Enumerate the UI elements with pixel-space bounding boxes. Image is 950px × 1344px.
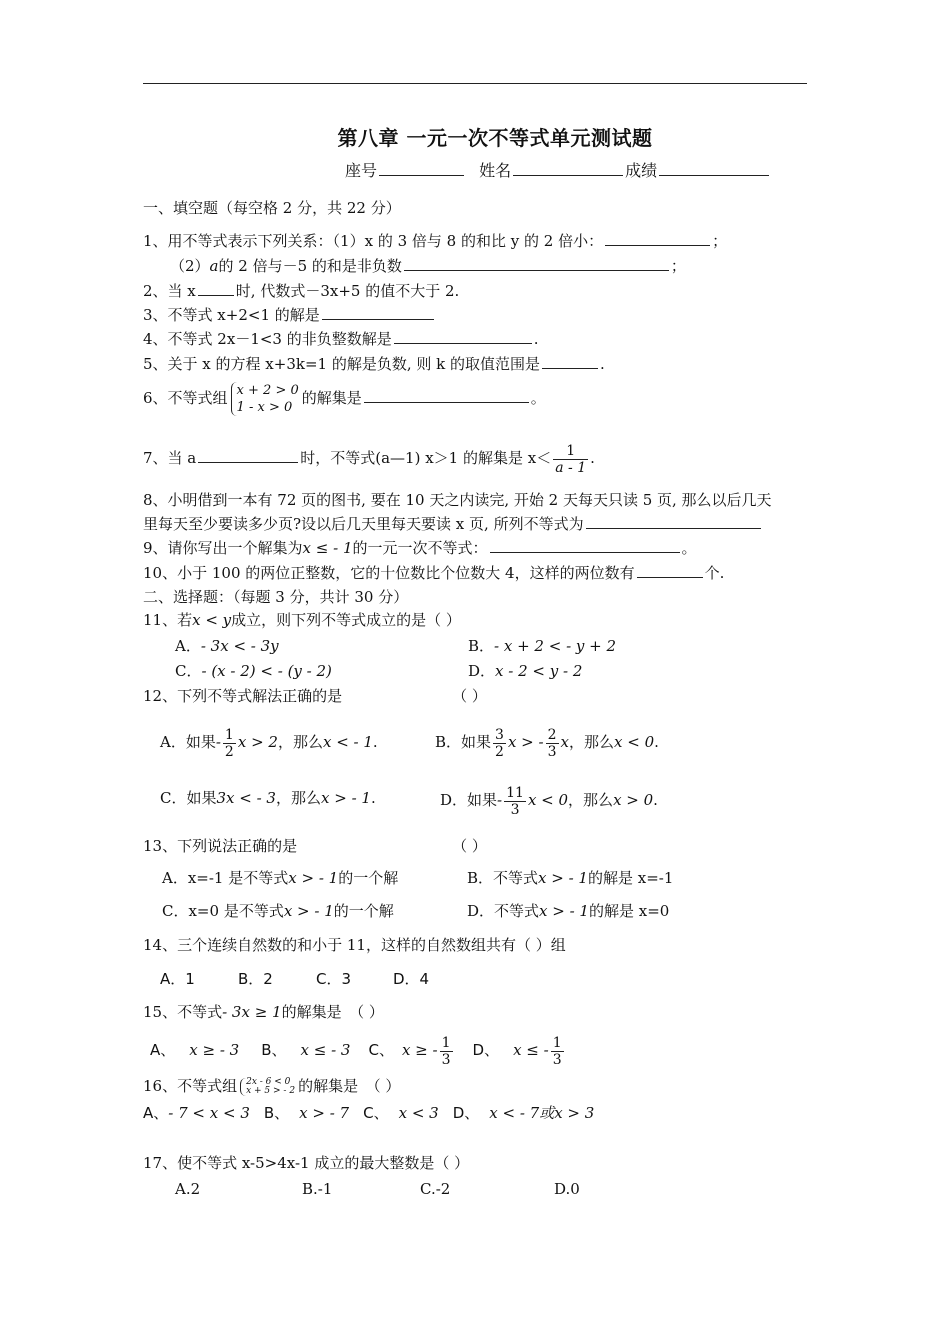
q10-end: 个. <box>704 564 725 582</box>
opt-letter: B． <box>468 637 495 655</box>
q7-pre: 7、当 a <box>143 449 197 467</box>
opt-expr: x > - 1 <box>288 869 339 887</box>
q8b-text: 里每天至少要读多少页?设以后几天里每天要读 x 页, 所列不等式为 <box>143 515 584 533</box>
opt-fraction <box>493 727 506 760</box>
opt-expr: x > - 1 <box>283 902 334 920</box>
q11-option-a[interactable] <box>175 636 279 656</box>
question-9 <box>143 538 697 558</box>
opt-expr: - 7 < x < 3 <box>168 1104 250 1122</box>
q4-text: 4、不等式 2x－1<3 的非负整数解是 <box>143 330 392 348</box>
opt-expr: x > - 1 <box>539 902 589 920</box>
period: . <box>653 791 658 809</box>
q12-option-d[interactable] <box>440 780 658 820</box>
opt-expr: - (x - 2) < - (y - 2) <box>201 662 332 680</box>
opt-expr: x > - <box>507 733 544 751</box>
q16-pre: 16、不等式组 <box>143 1077 238 1095</box>
q15-pre: 15、不等式 <box>143 1003 223 1021</box>
q13-option-b[interactable] <box>467 868 673 888</box>
q16-option-b[interactable]: B、 <box>263 1104 290 1122</box>
question-11 <box>143 610 461 630</box>
q13-paren: （ ） <box>452 837 487 855</box>
question-4 <box>143 329 539 349</box>
question-15 <box>143 1002 384 1022</box>
q9-end: 。 <box>681 539 697 557</box>
page-title: 第八章 一元一次不等式单元测试题 <box>337 126 653 150</box>
question-12 <box>143 686 487 706</box>
question-1b <box>170 256 686 276</box>
denominator: 3 <box>552 1051 562 1068</box>
q16-eq1: 2x - 6 < 0 <box>246 1077 291 1087</box>
opt-text: ，那么 <box>568 791 614 809</box>
opt-expr: x < 0 <box>614 733 655 751</box>
q6-eq2: 1 - x > 0 <box>236 400 293 415</box>
question-10 <box>143 563 724 583</box>
q7-fraction <box>553 443 588 476</box>
q14-option-d[interactable]: D．4 <box>393 970 430 988</box>
q9-expr: x ≤ - 1 <box>302 539 353 557</box>
opt-fraction <box>504 785 526 818</box>
question-14: 14、三个连续自然数的和小于 11，这样的自然数组共有（ ）组 <box>143 936 566 954</box>
q16-options <box>143 1103 594 1123</box>
q13-option-c[interactable] <box>162 901 394 921</box>
opt-fraction <box>440 1035 453 1068</box>
opt-expr: x < 3 <box>398 1104 439 1122</box>
opt-expr: x > 2 <box>237 733 278 751</box>
period: . <box>654 733 659 751</box>
opt-text: ，那么 <box>277 733 323 751</box>
question-1a <box>143 231 727 251</box>
q6-blank[interactable] <box>364 388 529 403</box>
q11-option-c[interactable] <box>175 661 332 681</box>
question-8a: 8、小明借到一本有 72 页的图书, 要在 10 天之内读完, 开始 2 天每天只读 5 页, 那么以后几天 <box>143 491 772 509</box>
opt-expr: x ≤ - <box>513 1041 549 1059</box>
opt-fraction <box>546 727 559 760</box>
q11-expr: x < y <box>192 611 232 629</box>
question-13 <box>143 836 487 856</box>
q17-option-a[interactable]: A.2 <box>175 1180 201 1198</box>
opt-expr: x ≥ - 3 <box>189 1041 240 1059</box>
semicolon: ； <box>670 257 686 275</box>
q15-option-d[interactable]: D、 <box>472 1041 500 1059</box>
opt-text: C．x=0 是不等式 <box>162 902 284 920</box>
opt-text: 的一个解 <box>338 869 399 887</box>
question-17: 17、使不等式 x-5>4x-1 成立的最大整数是（ ） <box>143 1154 470 1172</box>
q9-blank[interactable] <box>490 538 680 553</box>
q16-option-a[interactable]: A、 <box>143 1104 169 1122</box>
top-rule <box>143 83 807 84</box>
q7-mid: 时，不等式(a—1) x＞1 的解集是 x＜ <box>300 449 552 467</box>
q3-text: 3、不等式 x+2<1 的解是 <box>143 306 320 324</box>
opt-text: A．x=-1 是不等式 <box>162 869 289 887</box>
opt-expr: - 3x < - 3y <box>200 637 279 655</box>
opt-fraction <box>551 1035 564 1068</box>
q17-option-d[interactable]: D.0 <box>554 1180 580 1198</box>
q1b-blank[interactable] <box>404 256 669 271</box>
opt-letter: D． <box>468 662 496 680</box>
question-5 <box>143 354 605 374</box>
section-2-heading: 二、选择题：（每题 3 分，共计 30 分） <box>143 588 409 606</box>
q17-option-b[interactable]: B.-1 <box>302 1180 333 1198</box>
q2-post: 时, 代数式－3x+5 的值不大于 2. <box>235 282 460 300</box>
question-3 <box>143 305 436 325</box>
q16-system <box>240 1078 295 1096</box>
numerator: 11 <box>506 784 524 801</box>
question-16 <box>143 1076 400 1096</box>
q12-option-b[interactable] <box>435 722 659 762</box>
q14-option-b[interactable]: B．2 <box>238 970 273 988</box>
q11-pre: 11、若 <box>143 611 193 629</box>
q12-option-c[interactable] <box>160 788 376 808</box>
period: . <box>590 449 595 467</box>
score-label: 成绩 <box>625 161 658 180</box>
q1b-text: 的 2 倍与－5 的和是非负数 <box>218 257 402 275</box>
q12-option-a[interactable] <box>160 722 378 762</box>
q16-option-c[interactable]: C、 <box>363 1104 389 1122</box>
opt-fraction <box>223 727 236 760</box>
q2-pre: 2、当 x <box>143 282 196 300</box>
q16-eq2: x + 5 > - 2 <box>246 1086 296 1096</box>
question-2 <box>143 281 459 301</box>
opt-expr: x < - 7或x > 3 <box>489 1104 595 1122</box>
opt-expr: x - 2 < y - 2 <box>495 662 583 680</box>
denominator: 2 <box>495 743 504 760</box>
q7-blank[interactable] <box>198 448 298 463</box>
q6-eq1: x + 2 > 0 <box>236 383 299 398</box>
q16-option-d[interactable]: D、 <box>452 1104 480 1122</box>
numerator: 1 <box>552 1034 562 1051</box>
q11-option-b[interactable] <box>468 636 616 656</box>
q5-blank[interactable] <box>542 354 598 369</box>
opt-text: A．如果 <box>160 733 216 751</box>
period: . <box>600 355 605 373</box>
name-label: 姓名 <box>479 161 512 180</box>
q9-pre: 9、请你写出一个解集为 <box>143 539 303 557</box>
q14-option-a[interactable]: A．1 <box>160 970 195 988</box>
q15-post: 的解集是 （ ） <box>281 1003 384 1021</box>
opt-text: C．如果 <box>160 789 217 807</box>
q15-option-c[interactable]: C、 <box>368 1041 394 1059</box>
q8-blank[interactable] <box>586 514 761 529</box>
opt-expr: x > - 1 <box>538 869 588 887</box>
question-7 <box>143 438 595 478</box>
q15-option-b[interactable]: B、 <box>261 1041 287 1059</box>
opt-text: 的一个解 <box>333 902 394 920</box>
period: . <box>533 330 539 348</box>
q1a-blank[interactable] <box>605 231 710 246</box>
q6-end: 。 <box>530 389 546 407</box>
opt-expr: x > - 1 <box>321 789 371 807</box>
opt-expr: x ≤ - 3 <box>300 1041 351 1059</box>
opt-text: ，那么 <box>568 733 614 751</box>
q13-text: 13、下列说法正确的是 <box>143 837 298 855</box>
section-1-heading: 一、填空题（每空格 2 分，共 22 分） <box>143 199 401 217</box>
opt-text: 的解是 x=0 <box>588 902 670 920</box>
q3-blank[interactable] <box>322 305 434 320</box>
opt-expr: x ≥ - <box>401 1041 438 1059</box>
q11-post: 成立，则下列不等式成立的是（ ） <box>231 611 461 629</box>
opt-letter: C． <box>175 662 202 680</box>
opt-expr: x > 0 <box>613 791 654 809</box>
q15-option-a[interactable]: A、 <box>150 1041 176 1059</box>
q11-option-d[interactable] <box>468 661 582 681</box>
q1b-pre: （2） <box>170 257 210 275</box>
q13-option-a[interactable] <box>162 868 398 888</box>
q7-denominator: a - 1 <box>555 459 587 476</box>
name-blank[interactable] <box>513 161 623 176</box>
opt-expr: x < - 1 <box>322 733 373 751</box>
q13-option-d[interactable] <box>467 901 669 921</box>
numerator: 3 <box>495 726 504 743</box>
seat-label: 座号 <box>345 161 378 180</box>
opt-text: B．不等式 <box>467 869 539 887</box>
opt-text: B．如果 <box>435 733 492 751</box>
opt-expr: - x + 2 < - y + 2 <box>494 637 617 655</box>
opt-letter: A． <box>175 637 201 655</box>
semicolon: ； <box>712 232 728 250</box>
q9-post: 的一元一次不等式： <box>352 539 488 557</box>
denominator: 3 <box>510 801 520 818</box>
opt-expr: x <box>560 733 569 751</box>
period: . <box>372 733 378 751</box>
question-6 <box>143 378 546 418</box>
period: . <box>370 789 376 807</box>
q15-expr: - 3x ≥ 1 <box>222 1003 282 1021</box>
opt-text: 的解是 x=-1 <box>587 869 674 887</box>
question-8b <box>143 514 763 534</box>
q12-paren: （ ） <box>452 687 487 705</box>
q6-pre: 6、不等式组 <box>143 389 228 407</box>
score-blank[interactable] <box>659 161 769 176</box>
q10-pre: 10、小于 100 的两位正整数，它的十位数比个位数大 4，这样的两位数有 <box>143 564 635 582</box>
denominator: 3 <box>547 743 557 760</box>
numerator: 1 <box>224 726 234 743</box>
q6-post: 的解集是 <box>301 389 362 407</box>
numerator: 1 <box>441 1034 451 1051</box>
denominator: 3 <box>441 1051 451 1068</box>
denominator: 2 <box>224 743 234 760</box>
opt-text: D．如果 <box>440 791 498 809</box>
q4-blank[interactable] <box>394 329 532 344</box>
opt-sign: - <box>215 733 221 751</box>
opt-expr: 3x < - 3 <box>216 789 276 807</box>
opt-text: D．不等式 <box>467 902 540 920</box>
q15-options <box>150 1030 566 1070</box>
q6-system <box>231 382 299 416</box>
q2-blank[interactable] <box>198 281 234 296</box>
opt-expr: x < 0 <box>527 791 569 809</box>
q1a-text: 1、用不等式表示下列关系：（1）x 的 3 倍与 8 的和比 y 的 2 倍小： <box>143 232 604 250</box>
opt-sign: - <box>497 791 503 809</box>
opt-expr: x > - 7 <box>299 1104 350 1122</box>
q10-blank[interactable] <box>637 563 703 578</box>
q7-numerator: 1 <box>553 443 588 460</box>
q1b-var: a <box>209 257 219 275</box>
q5-text: 5、关于 x 的方程 x+3k=1 的解是负数, 则 k 的取值范围是 <box>143 355 541 373</box>
opt-text: ，那么 <box>275 789 321 807</box>
q16-post: 的解集是 （ ） <box>298 1077 401 1095</box>
seat-blank[interactable] <box>379 161 464 176</box>
q14-option-c[interactable]: C．3 <box>316 970 352 988</box>
header-line <box>345 161 771 181</box>
q12-text: 12、下列不等式解法正确的是 <box>143 687 343 705</box>
q17-option-c[interactable]: C.-2 <box>420 1180 451 1198</box>
numerator: 2 <box>547 726 557 743</box>
